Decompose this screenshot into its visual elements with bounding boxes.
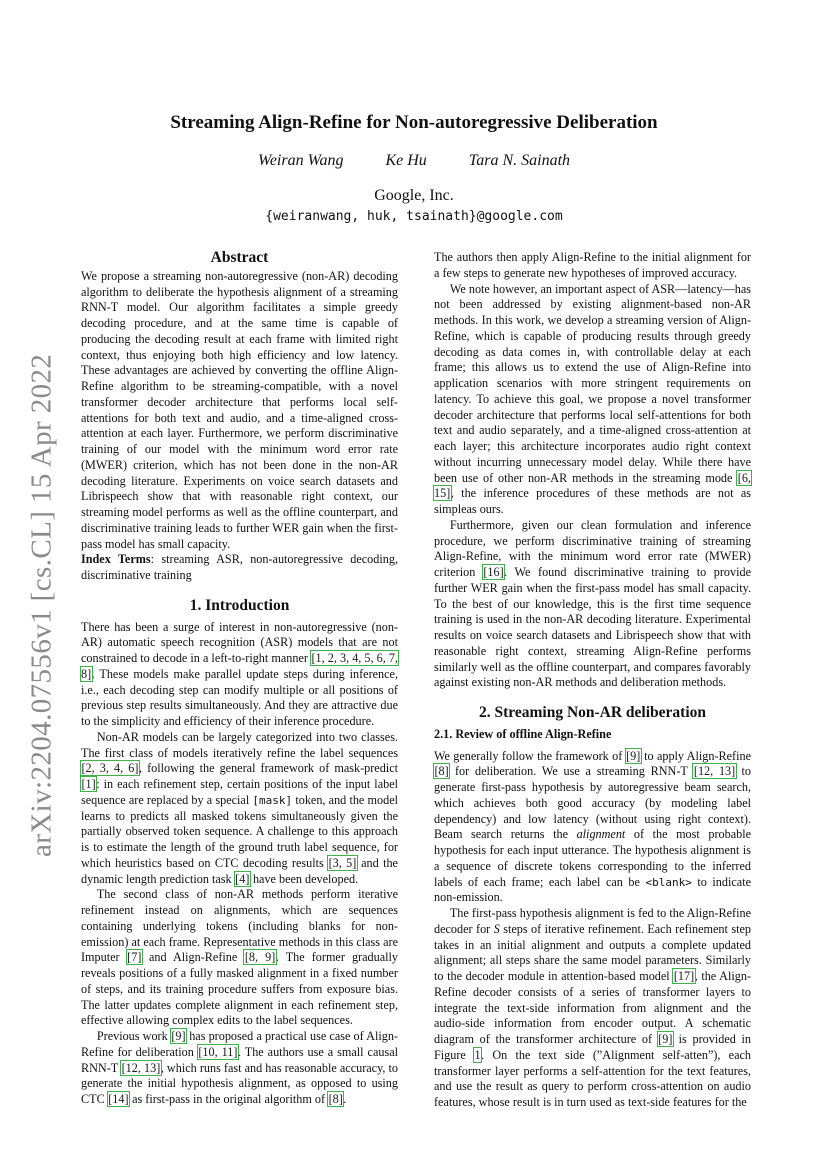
paragraph: There has been a surge of interest in non-autoregressive (non-AR) automatic speech recognition (ASR) models that are not constrained to decode in a left-to-right manner [1, 2, 3, 4, 5, 6, 7, 8]. These models make parallel update steps during inference, i.e., each decoding step can modify multiple or all positions of previous step results simultaneously. And they are attractive due to the simplicity and efficiency of their inference procedure.	[81, 619, 398, 728]
citation-link[interactable]: [3, 5]	[328, 855, 357, 870]
citation-link[interactable]: [1, 2, 3, 4, 5, 6, 7, 8]	[81, 651, 398, 681]
citation-link[interactable]: [8, 9]	[244, 950, 276, 965]
citation-link[interactable]: [9]	[626, 748, 641, 763]
author-list	[0, 152, 828, 170]
paragraph: Furthermore, given our clean formulation and inference procedure, we perform discriminative training of streaming Align-Refine, with the minimum word error rate (MWER) criterion [16]. We found discriminative training to provide further WER gain when the first-pass model has small capacity. To the best of our knowledge, this is the first time sequence training is used in the non-AR decoding literature. Experimental results on voice search datasets and Librispeech show that with reasonable right context, streaming Align-Refine performs similarly well as the offline counterpart, and compares favorably against existing non-AR methods and deliberation methods.	[434, 517, 751, 690]
blank-token: <blank>	[645, 875, 692, 889]
subsection-heading: 2.1. Review of offline Align-Refine	[434, 726, 612, 741]
abstract-heading: Abstract	[210, 249, 269, 266]
citation-link[interactable]: [8]	[328, 1092, 343, 1106]
paragraph: We note however, an important aspect of ASR—latency—has not been addressed by existing alignment-based non-AR methods. In this work, we develop a streaming version of Align-Refine, which is capable of producing results through greedy decoding as data comes in, with controllable delay at each frame; this allows us to extend the use of Align-Refine into application scenarios with more stringent requirements on latency. To achieve this goal, we propose a novel transformer decoder architecture that performs local self-attentions for both text and audio separately, and a time-aligned cross-attention at each layer; this architecture incorporates audio right context without incurring unnecessary model delay. While there have been use of other non-AR methods in the streaming mode [6, 15], the inference procedures of these methods are not as simpleas ours.	[434, 281, 751, 516]
paragraph: Non-AR models can be largely categorized into two classes. The first class of models iteratively refine the label sequences [2, 3, 4, 6], following the general framework of mask-predict [1]: in each refinement step, certain positions of the input label sequence are replaced by a special [mask] token, and the model learns to predicts all masked tokens simultaneously given the partially observed token sequence. A challenge to this approach is to estimate the length of the ground truth label sequence, for which heuristics based on CTC decoding results [3, 5] and the dynamic length prediction task [4] have been developed.	[81, 729, 398, 886]
section-heading-introduction: 1. Introduction	[189, 596, 290, 614]
abstract-body	[81, 269, 398, 584]
citation-link[interactable]: [1]	[81, 777, 96, 791]
citation-link[interactable]: [8]	[434, 764, 449, 779]
citation-link[interactable]: [12, 13]	[121, 1060, 161, 1075]
paragraph: The first-pass hypothesis alignment is fed to the Align-Refine decoder for S steps of iterative refinement. Each refinement step takes in an initial alignment and outputs a complete updated alignment; all steps share the same model parameters. Similarly to the decoder module in attention-based model [17], the Align-Refine decoder consists of a series of transformer layers to integrate the text-side information from alignment and the audio-side information from encoder output. A schematic diagram of the transformer architecture of [9] is provided in Figure 1. On the text side (”Alignment self-atten”), each transformer layer performs a self-attention for the text features, and use the result as query to perform cross-attention on audio features, whose result is in turn used as text-side features for the	[434, 906, 752, 1109]
abstract-text: We propose a streaming non-autoregressive (non-AR) decoding algorithm to deliberate the hypothesis alignment of a streaming RNN-T model. Our algorithm facilitates a simple greedy decoding procedure, and at the same time is capable of producing the decoding result at each frame with limited right context, thus enjoying both high efficiency and low latency. These advantages are achieved by converting the offline Align-Refine algorithm to be streaming-compatible, with a novel transformer decoder architecture that performs local self-attentions for both text and audio, and a time-aligned cross-attention at each layer. Furthermore, we perform discriminative training of our model with the minimum word error rate (MWER) criterion, which has not been done in the non-AR decoding literature. Experiments on voice search datasets and Librispeech show that with reasonable right context, our streaming model performs as well as the offline counterpart, and discriminative training leads to further WER gain when the first-pass model has small capacity.	[81, 268, 398, 551]
citation-link[interactable]: [14]	[108, 1092, 129, 1106]
paragraph: The second class of non-AR methods perform iterative refinement instead on alignments, which are sequences containing underlying tokens (including blanks for non-emission) at each frame. Representative methods in this class are Imputer [7] and Align-Refine [8, 9]. The former gradually reveals positions of a fully masked alignment in a fixed number of steps, and its training procedure suffers from exposure bias. The latter updates complete alignment in each refinement step, effective allowing complex edits to the label sequences.	[81, 887, 398, 1028]
citation-link[interactable]: [12, 13]	[693, 764, 736, 779]
arxiv-stamp: arXiv:2204.07556v1 [cs.CL] 15 Apr 2022	[25, 353, 58, 857]
section-heading-streaming-nonar: 2. Streaming Non-AR deliberation	[478, 704, 707, 721]
citation-link[interactable]: [9]	[658, 1032, 673, 1046]
citation-link[interactable]: [17]	[673, 969, 695, 983]
paragraph: Previous work [9] has proposed a practical use case of Align-Refine for deliberation [10, 11]. The authors use a small causal RNN-T [12, 13], which runs fast and has reasonable accuracy, to generate the initial hypothesis alignment, as opposed to using CTC [14] as first-pass in the original algorithm of [8].	[81, 1029, 399, 1106]
index-terms-label: Index Terms	[81, 552, 151, 567]
citation-link[interactable]: [4]	[235, 871, 250, 886]
mask-token: [mask]	[252, 793, 293, 807]
author-name: Tara N. Sainath	[468, 152, 571, 169]
affiliation: Google, Inc.	[374, 187, 454, 204]
author-email: {weiranwang, huk, tsainath}@google.com	[265, 209, 563, 224]
figure-link[interactable]: 1	[474, 1047, 481, 1062]
citation-link[interactable]: [9]	[171, 1029, 186, 1043]
math-symbol: S	[493, 921, 500, 936]
citation-link[interactable]: [10, 11]	[198, 1044, 238, 1059]
citation-link[interactable]: [2, 3, 4, 6]	[81, 761, 139, 776]
index-terms: : streaming ASR, non-autoregressive decoding, discriminative training	[81, 552, 398, 582]
citation-link[interactable]: [16]	[483, 565, 504, 579]
paragraph: The authors then apply Align-Refine to the initial alignment for a few steps to generate new hypotheses of improved accuracy.	[434, 250, 751, 280]
citation-link[interactable]: [7]	[127, 950, 142, 965]
citation-link[interactable]: [6, 15]	[434, 470, 751, 501]
left-column	[81, 250, 398, 1108]
paragraph: We generally follow the framework of [9] to apply Align-Refine [8] for deliberation. We use a streaming RNN-T [12, 13] to generate first-pass hypothesis by autoregressive beam search, which achieves both good accuracy (by modeling label dependency) and low latency (without using right context). Beam search returns the alignment of the most probable hypothesis for each input utterance. The hypothesis alignment is a sequence of discrete tokens corresponding to the inferred labels of each frame; each label can be <blank> to indicate non-emission.	[434, 748, 751, 905]
author-name: Weiran Wang	[257, 152, 344, 169]
emphasis: alignment	[576, 827, 626, 842]
paper-title: Streaming Align-Refine for Non-autoregressive Deliberation	[170, 112, 658, 133]
author-name: Ke Hu	[385, 152, 427, 169]
right-column	[434, 250, 751, 1111]
